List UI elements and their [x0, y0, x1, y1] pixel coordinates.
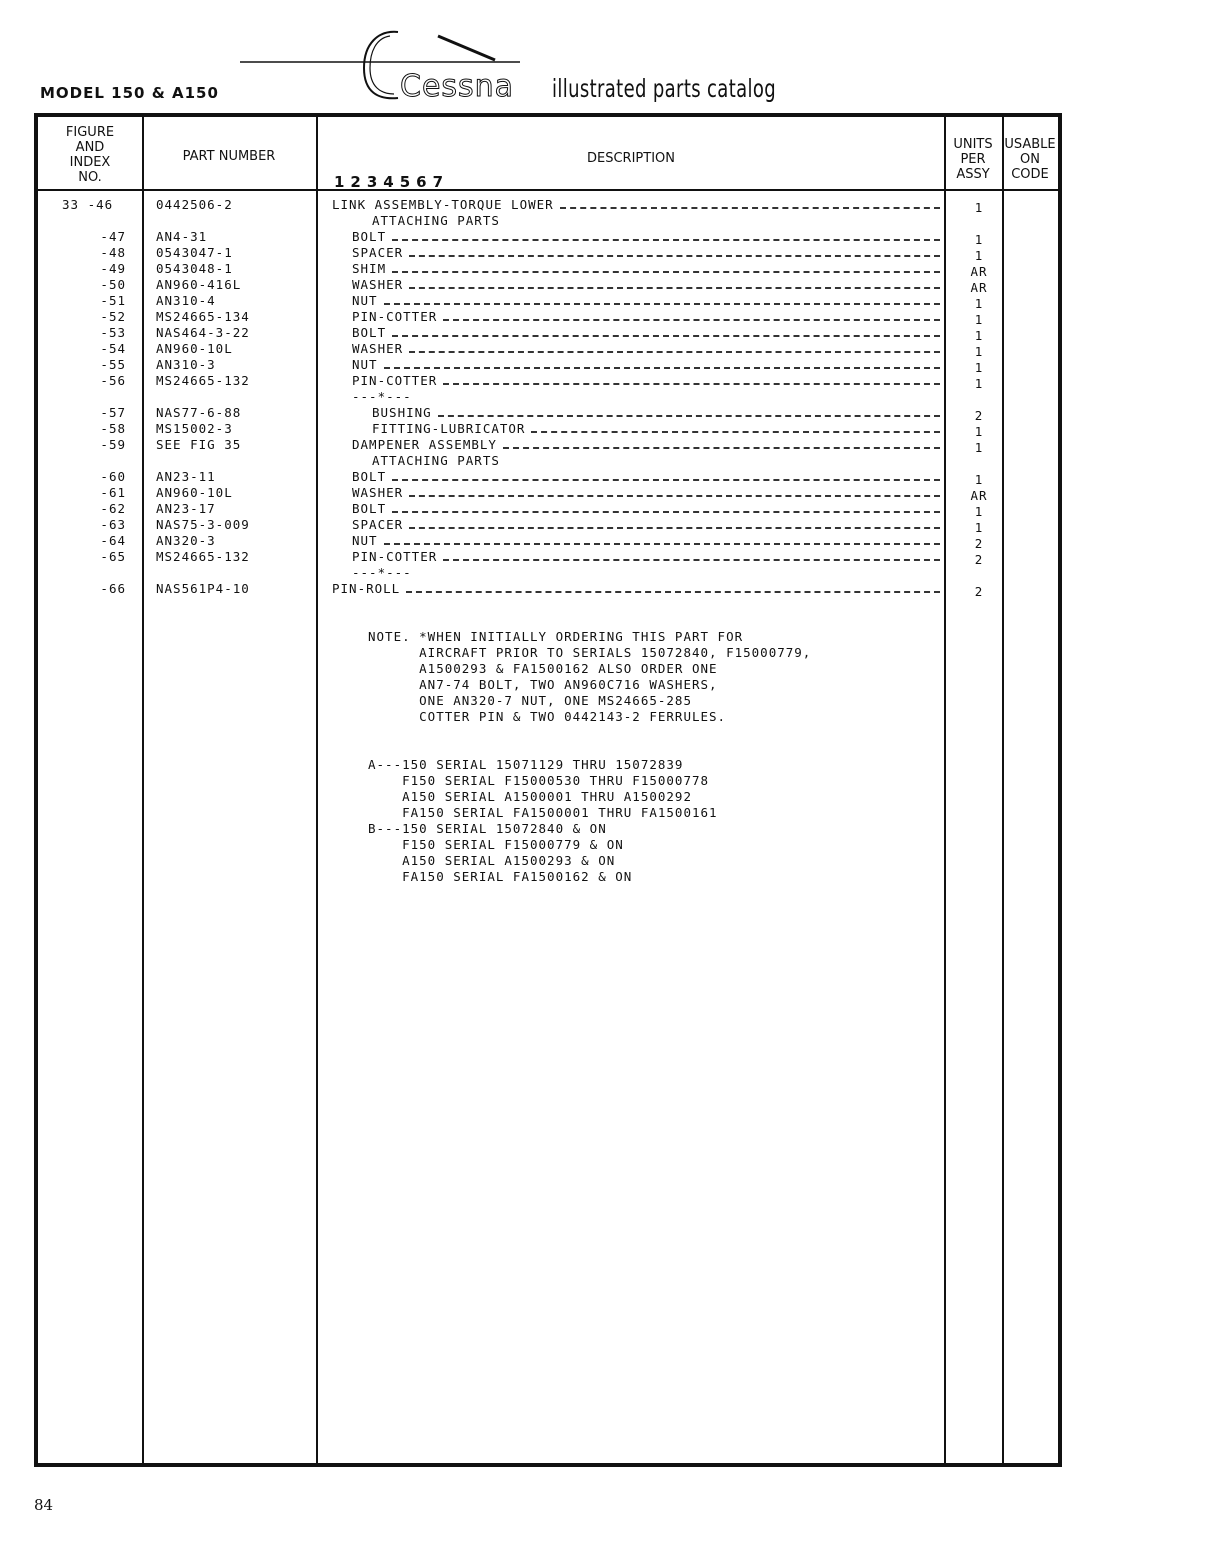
- part-number: AN4-31: [156, 229, 208, 244]
- leader-dashes: [409, 495, 940, 497]
- figure-index: -49: [100, 261, 126, 276]
- leader-dashes: [392, 271, 940, 273]
- part-number: AN23-11: [156, 469, 216, 484]
- units-per-assy: 1: [974, 328, 984, 343]
- figure-index: -56: [100, 373, 126, 388]
- figure-index: -54: [100, 341, 126, 356]
- table-row: [38, 261, 1058, 277]
- part-number: AN320-3: [156, 533, 216, 548]
- figure-index: -65: [100, 549, 126, 564]
- figure-index: -64: [100, 533, 126, 548]
- header-figure-index: FIGURE AND INDEX NO.: [65, 125, 115, 185]
- part-number: NAS77-6-88: [156, 405, 242, 420]
- figure-index: -57: [100, 405, 126, 420]
- table-row: [38, 389, 1058, 405]
- leader-dashes: [443, 319, 940, 321]
- cessna-logo: [240, 22, 540, 112]
- leader-dashes: [392, 239, 940, 241]
- figure-index: -60: [100, 469, 126, 484]
- part-number: NAS561P4-10: [156, 581, 250, 596]
- units-per-assy: 2: [974, 552, 984, 567]
- part-number: SEE FIG 35: [156, 437, 242, 452]
- figure-index: -47: [100, 229, 126, 244]
- header-part-number: PART NUMBER: [182, 149, 276, 164]
- table-row: [38, 453, 1058, 469]
- header-usable-on-code: USABLE ON CODE: [1004, 137, 1056, 182]
- units-per-assy: AR: [970, 264, 988, 279]
- table-row: [38, 293, 1058, 309]
- header-units-per-assy: UNITS PER ASSY: [953, 137, 993, 182]
- parts-table: [34, 113, 1062, 1467]
- part-number: MS24665-132: [156, 549, 250, 564]
- leader-dashes: [392, 335, 940, 337]
- units-per-assy: 1: [974, 312, 984, 327]
- table-row: [38, 421, 1058, 437]
- part-description: PIN-COTTER: [352, 373, 940, 389]
- part-description: SHIM: [352, 261, 940, 277]
- leader-dashes: [384, 303, 940, 305]
- figure-index: -52: [100, 309, 126, 324]
- header-description: DESCRIPTION: [587, 151, 675, 166]
- leader-dashes: [438, 415, 940, 417]
- figure-index: -58: [100, 421, 126, 436]
- units-per-assy: 1: [974, 248, 984, 263]
- part-number: 0543048-1: [156, 261, 233, 276]
- part-number: AN310-4: [156, 293, 216, 308]
- figure-index: -63: [100, 517, 126, 532]
- table-row: [38, 277, 1058, 293]
- units-per-assy: 1: [974, 360, 984, 375]
- units-per-assy: 1: [974, 520, 984, 535]
- units-per-assy: 1: [974, 424, 984, 439]
- part-description: WASHER: [352, 277, 940, 293]
- part-description: BOLT: [352, 501, 940, 517]
- part-description: SPACER: [352, 517, 940, 533]
- part-number: 0543047-1: [156, 245, 233, 260]
- table-row: [38, 309, 1058, 325]
- leader-dashes: [409, 255, 940, 257]
- part-number: AN960-416L: [156, 277, 242, 292]
- part-description: PIN-ROLL: [332, 581, 940, 597]
- units-per-assy: 1: [974, 200, 984, 215]
- part-description: NUT: [352, 533, 940, 549]
- model-title: MODEL 150 & A150: [40, 84, 219, 102]
- units-per-assy: 1: [974, 376, 984, 391]
- units-per-assy: AR: [970, 280, 988, 295]
- table-row: [38, 517, 1058, 533]
- units-per-assy: 2: [974, 536, 984, 551]
- table-row: [38, 405, 1058, 421]
- part-description: ATTACHING PARTS: [372, 453, 500, 468]
- indent-ruler: 1234567: [334, 173, 450, 191]
- part-description: NUT: [352, 293, 940, 309]
- part-description: PIN-COTTER: [352, 549, 940, 565]
- leader-dashes: [531, 431, 940, 433]
- table-row: [38, 245, 1058, 261]
- table-row: [38, 581, 1058, 597]
- leader-dashes: [409, 351, 940, 353]
- units-per-assy: 1: [974, 344, 984, 359]
- units-per-assy: 1: [974, 504, 984, 519]
- leader-dashes: [443, 559, 940, 561]
- table-row: [38, 565, 1058, 581]
- leader-dashes: [409, 287, 940, 289]
- part-description: ATTACHING PARTS: [372, 213, 500, 228]
- part-description: WASHER: [352, 341, 940, 357]
- part-description: ---*---: [352, 565, 412, 580]
- units-per-assy: 2: [974, 584, 984, 599]
- part-description: BOLT: [352, 229, 940, 245]
- units-per-assy: 2: [974, 408, 984, 423]
- table-row: [38, 501, 1058, 517]
- units-per-assy: 1: [974, 440, 984, 455]
- leader-dashes: [392, 511, 940, 513]
- table-row: [38, 213, 1058, 229]
- part-number: MS24665-132: [156, 373, 250, 388]
- figure-index: -61: [100, 485, 126, 500]
- part-description: PIN-COTTER: [352, 309, 940, 325]
- part-description: NUT: [352, 357, 940, 373]
- part-number: AN23-17: [156, 501, 216, 516]
- part-number: NAS464-3-22: [156, 325, 250, 340]
- page-number: 84: [34, 1496, 54, 1514]
- units-per-assy: 1: [974, 472, 984, 487]
- figure-index: -55: [100, 357, 126, 372]
- leader-dashes: [443, 383, 940, 385]
- part-description: FITTING-LUBRICATOR: [372, 421, 940, 437]
- figure-index: -51: [100, 293, 126, 308]
- part-description: LINK ASSEMBLY-TORQUE LOWER: [332, 197, 940, 213]
- part-description: DAMPENER ASSEMBLY: [352, 437, 940, 453]
- svg-text:Cessna: Cessna: [400, 69, 515, 104]
- table-row: [38, 325, 1058, 341]
- part-number: AN960-10L: [156, 485, 233, 500]
- leader-dashes: [406, 591, 940, 593]
- part-number: MS15002-3: [156, 421, 233, 436]
- table-row: [38, 549, 1058, 565]
- table-row: [38, 357, 1058, 373]
- leader-dashes: [384, 543, 940, 545]
- part-description: SPACER: [352, 245, 940, 261]
- part-number: AN960-10L: [156, 341, 233, 356]
- part-description: ---*---: [352, 389, 412, 404]
- figure-index: -53: [100, 325, 126, 340]
- table-row: [38, 533, 1058, 549]
- notes: NOTE. *WHEN INITIALLY ORDERING THIS PART FOR AIRCRAFT PRIOR TO SERIALS 15072840, F15000779, A1500293 & FA1500162 ALSO ORDER ONE AN7-74 BOLT, TWO AN960C716 WASHERS, ONE AN320-7 NUT, ONE MS24665-285 COTTER PIN & TWO 0442143-2 FERRULES. A---150 SERIAL 15071129 THRU 15072839 F150 SERIAL F15000530 THRU F15000778 A150 SERIAL A1500001 THRU A1500292 FA150 SERIAL FA1500001 THRU FA1500161 B---150 SERIAL 15072840 & ON F150 SERIAL F15000779 & ON A150 SERIAL A1500293 & ON FA150 SERIAL FA1500162 & ON: [368, 629, 812, 884]
- part-description: BOLT: [352, 325, 940, 341]
- figure-index: 33 -46: [62, 197, 114, 212]
- table-row: [38, 437, 1058, 453]
- catalog-title: illustrated parts catalog: [552, 74, 777, 103]
- table-row: [38, 373, 1058, 389]
- part-number: AN310-3: [156, 357, 216, 372]
- figure-index: -66: [100, 581, 126, 596]
- units-per-assy: 1: [974, 232, 984, 247]
- units-per-assy: 1: [974, 296, 984, 311]
- part-description: BUSHING: [372, 405, 940, 421]
- leader-dashes: [409, 527, 940, 529]
- part-number: 0442506-2: [156, 197, 233, 212]
- table-row: [38, 469, 1058, 485]
- table-row: [38, 229, 1058, 245]
- part-number: NAS75-3-009: [156, 517, 250, 532]
- leader-dashes: [503, 447, 940, 449]
- table-row: [38, 341, 1058, 357]
- figure-index: -48: [100, 245, 126, 260]
- units-per-assy: AR: [970, 488, 988, 503]
- figure-index: -50: [100, 277, 126, 292]
- part-number: MS24665-134: [156, 309, 250, 324]
- table-row: [38, 485, 1058, 501]
- part-description: WASHER: [352, 485, 940, 501]
- figure-index: -62: [100, 501, 126, 516]
- part-description: BOLT: [352, 469, 940, 485]
- table-row: [38, 197, 1058, 213]
- figure-index: -59: [100, 437, 126, 452]
- leader-dashes: [384, 367, 940, 369]
- leader-dashes: [560, 207, 940, 209]
- leader-dashes: [392, 479, 940, 481]
